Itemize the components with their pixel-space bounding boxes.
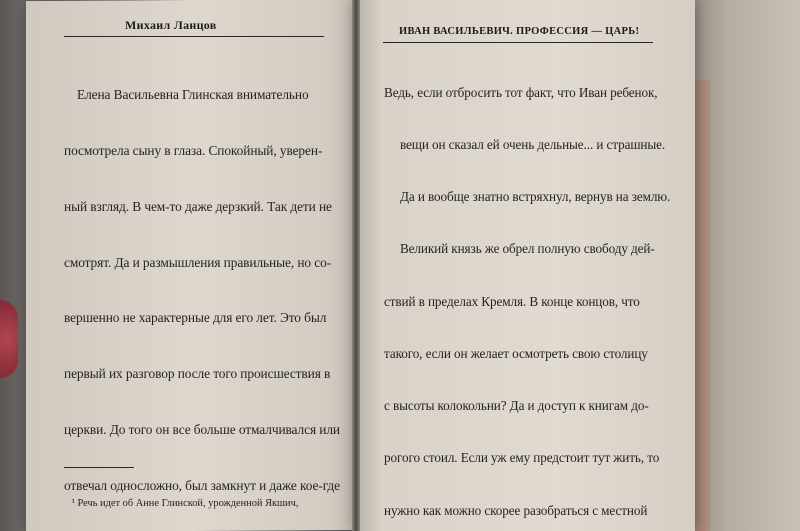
left-page-body — [64, 49, 348, 531]
text-line: вещи он сказал ей очень дельные... и страшные. — [384, 137, 666, 153]
footnote-line: ¹ Речь идет об Анне Глинской, урожденной Якшич, — [64, 497, 299, 509]
text-line: рогого стоил. Если уж ему предстоит тут жить, то — [384, 450, 660, 466]
text-line: посмотрела сыну в глаза. Спокойный, уверен- — [64, 142, 323, 158]
text-line: нужно как можно скорее разобраться с местной — [384, 502, 648, 518]
text-line: Да и вообще знатно встряхнул, вернув на землю. — [384, 189, 671, 205]
footnote-rule — [64, 467, 134, 468]
text-line: вершенно не характерные для его лет. Это был — [64, 310, 327, 326]
text-line: Елена Васильевна Глинская внимательно — [64, 87, 309, 103]
finger — [0, 300, 18, 378]
right-header-rule — [383, 42, 653, 43]
text-line: отвечал односложно, был замкнут и даже кое-где — [64, 477, 340, 493]
text-line: такого, если он желает осмотреть свою столицу — [384, 345, 648, 361]
text-line: смотрят. Да и размышления правильные, но со- — [64, 254, 332, 270]
right-running-header: ИВАН ВАСИЛЬЕВИЧ. ПРОФЕССИЯ — ЦАРЬ! — [399, 26, 640, 37]
text-line: Ведь, если отбросить тот факт, что Иван ребенок, — [384, 84, 658, 100]
text-line: с высоты колокольни? Да и доступ к книгам до- — [384, 398, 649, 414]
text-line: церкви. До того он все больше отмалчивался или — [64, 421, 340, 437]
left-header-rule — [64, 36, 324, 37]
text-line: Великий князь же обрел полную свободу дей- — [384, 241, 655, 257]
book-gutter — [352, 0, 360, 531]
text-line: первый их разговор после того происшествия в — [64, 366, 331, 382]
left-running-header: Михаил Ланцов — [125, 18, 217, 32]
text-line: ный взгляд. В чем-то даже дерзкий. Так дети не — [64, 198, 332, 214]
footnote — [64, 470, 312, 531]
text-line: ствий в пределах Кремля. В конце концов, что — [384, 293, 640, 309]
right-page-body — [384, 49, 670, 531]
